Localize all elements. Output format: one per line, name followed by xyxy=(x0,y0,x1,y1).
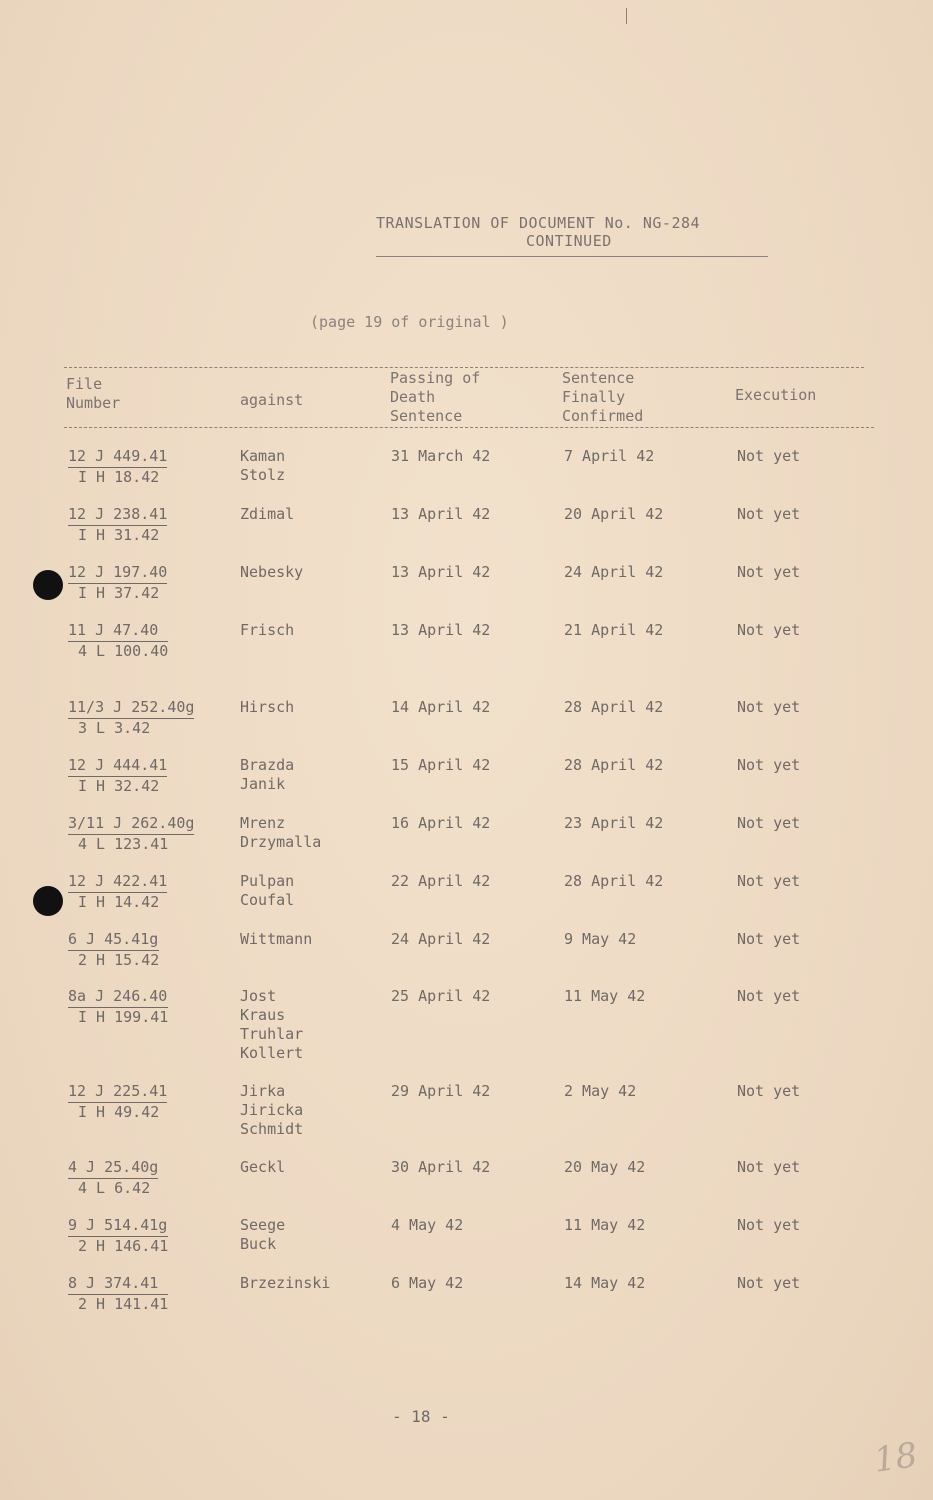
against-names xyxy=(240,1274,330,1293)
against-names xyxy=(240,756,294,794)
against-names xyxy=(240,987,303,1063)
header-file-number xyxy=(66,375,120,413)
defendant-name: Kraus xyxy=(240,1006,286,1024)
execution-status: Not yet xyxy=(737,1216,801,1234)
file-number xyxy=(68,1274,168,1314)
file-number-top: 12 J 225.41 xyxy=(68,1082,167,1103)
confirmed-date: 7 April 42 xyxy=(564,447,655,465)
execution-status: Not yet xyxy=(737,872,801,890)
defendant-name: Janik xyxy=(240,775,286,793)
defendant-name: Nebesky xyxy=(240,563,304,581)
header-file-line-1: File xyxy=(66,375,103,393)
execution-status: Not yet xyxy=(737,1274,801,1292)
file-number xyxy=(68,987,168,1027)
title-line-1: TRANSLATION OF DOCUMENT No. NG-284 xyxy=(376,214,701,232)
file-number xyxy=(68,814,194,854)
against-names xyxy=(240,505,294,524)
file-number xyxy=(68,621,168,661)
header-conf-line-2: Finally xyxy=(562,388,626,406)
confirmed-date: 9 May 42 xyxy=(564,930,637,948)
file-number-bottom: I H 199.41 xyxy=(78,1008,169,1026)
pencil-page-note: 18 xyxy=(871,1435,920,1481)
file-number-bottom: 2 H 15.42 xyxy=(78,951,160,969)
execution-status: Not yet xyxy=(737,814,801,832)
file-number-top: 6 J 45.41g xyxy=(68,930,159,951)
defendant-name: Wittmann xyxy=(240,930,313,948)
pencil-mark xyxy=(626,8,627,24)
file-number xyxy=(68,1082,167,1122)
defendant-name: Pulpan xyxy=(240,872,295,890)
confirmed-date: 21 April 42 xyxy=(564,621,664,639)
execution-status: Not yet xyxy=(737,1158,801,1176)
title-underline xyxy=(376,256,768,257)
confirmed-date: 28 April 42 xyxy=(564,698,664,716)
file-number-bottom: 2 H 141.41 xyxy=(78,1295,169,1313)
defendant-name: Stolz xyxy=(240,466,286,484)
death-sentence-date: 30 April 42 xyxy=(391,1158,491,1176)
file-number-bottom: I H 32.42 xyxy=(78,777,160,795)
file-number-top: 8 J 374.41 xyxy=(68,1274,168,1295)
file-number-bottom: 3 L 3.42 xyxy=(78,719,151,737)
confirmed-date: 11 May 42 xyxy=(564,1216,646,1234)
file-number-top: 11 J 47.40 xyxy=(68,621,168,642)
header-finally-confirmed xyxy=(562,369,643,426)
file-number-bottom: I H 37.42 xyxy=(78,584,160,602)
execution-status: Not yet xyxy=(737,930,801,948)
file-number-top: 12 J 422.41 xyxy=(68,872,167,893)
execution-status: Not yet xyxy=(737,505,801,523)
against-names xyxy=(240,1158,285,1177)
death-sentence-date: 13 April 42 xyxy=(391,563,491,581)
death-sentence-date: 15 April 42 xyxy=(391,756,491,774)
confirmed-date: 14 May 42 xyxy=(564,1274,646,1292)
confirmed-date: 2 May 42 xyxy=(564,1082,637,1100)
death-sentence-date: 13 April 42 xyxy=(391,621,491,639)
header-rule-bottom xyxy=(64,427,874,428)
file-number-top: 4 J 25.40g xyxy=(68,1158,158,1179)
death-sentence-date: 29 April 42 xyxy=(391,1082,491,1100)
punch-hole xyxy=(33,886,63,916)
death-sentence-date: 16 April 42 xyxy=(391,814,491,832)
header-death-line-1: Passing of xyxy=(390,369,481,387)
file-number xyxy=(68,930,159,970)
confirmed-date: 23 April 42 xyxy=(564,814,664,832)
file-number xyxy=(68,872,167,912)
file-number-bottom: 4 L 6.42 xyxy=(78,1179,151,1197)
death-sentence-date: 25 April 42 xyxy=(391,987,491,1005)
death-sentence-date: 13 April 42 xyxy=(391,505,491,523)
defendant-name: Drzymalla xyxy=(240,833,322,851)
file-number-top: 12 J 449.41 xyxy=(68,447,167,468)
defendant-name: Brzezinski xyxy=(240,1274,331,1292)
against-names xyxy=(240,447,285,485)
file-number xyxy=(68,756,167,796)
defendant-name: Mrenz xyxy=(240,814,286,832)
execution-status: Not yet xyxy=(737,447,801,465)
header-execution: Execution xyxy=(735,386,817,404)
file-number xyxy=(68,505,167,545)
header-death-line-2: Death xyxy=(390,388,436,406)
file-number xyxy=(68,447,167,487)
file-number-bottom: 2 H 146.41 xyxy=(78,1237,169,1255)
file-number-top: 12 J 238.41 xyxy=(68,505,167,526)
document-title xyxy=(376,214,700,250)
defendant-name: Jirka xyxy=(240,1082,286,1100)
against-names xyxy=(240,563,303,582)
file-number xyxy=(68,1158,158,1198)
header-rule-top xyxy=(64,367,864,368)
confirmed-date: 28 April 42 xyxy=(564,756,664,774)
file-number-bottom: I H 18.42 xyxy=(78,468,160,486)
death-sentence-date: 31 March 42 xyxy=(391,447,491,465)
against-names xyxy=(240,814,321,852)
confirmed-date: 24 April 42 xyxy=(564,563,664,581)
page-number: - 18 - xyxy=(392,1407,450,1426)
header-death-line-3: Sentence xyxy=(390,407,463,425)
defendant-name: Brazda xyxy=(240,756,295,774)
file-number-top: 9 J 514.41g xyxy=(68,1216,168,1237)
punch-hole xyxy=(33,570,63,600)
defendant-name: Geckl xyxy=(240,1158,286,1176)
against-names xyxy=(240,698,294,717)
confirmed-date: 20 May 42 xyxy=(564,1158,646,1176)
against-names xyxy=(240,621,294,640)
defendant-name: Buck xyxy=(240,1235,277,1253)
defendant-name: Zdimal xyxy=(240,505,295,523)
defendant-name: Jost xyxy=(240,987,277,1005)
defendant-name: Kollert xyxy=(240,1044,304,1062)
execution-status: Not yet xyxy=(737,756,801,774)
defendant-name: Frisch xyxy=(240,621,295,639)
defendant-name: Hirsch xyxy=(240,698,295,716)
against-names xyxy=(240,1216,285,1254)
defendant-name: Kaman xyxy=(240,447,286,465)
file-number-bottom: 4 L 100.40 xyxy=(78,642,169,660)
defendant-name: Schmidt xyxy=(240,1120,304,1138)
confirmed-date: 28 April 42 xyxy=(564,872,664,890)
page-reference: (page 19 of original ) xyxy=(310,313,509,331)
file-number-top: 11/3 J 252.40g xyxy=(68,698,194,719)
file-number-bottom: I H 14.42 xyxy=(78,893,160,911)
defendant-name: Seege xyxy=(240,1216,286,1234)
file-number-top: 3/11 J 262.40g xyxy=(68,814,194,835)
death-sentence-date: 6 May 42 xyxy=(391,1274,464,1292)
defendant-name: Coufal xyxy=(240,891,295,909)
execution-status: Not yet xyxy=(737,563,801,581)
file-number-bottom: 4 L 123.41 xyxy=(78,835,169,853)
file-number xyxy=(68,563,167,603)
defendant-name: Jiricka xyxy=(240,1101,304,1119)
header-file-line-2: Number xyxy=(66,394,121,412)
file-number xyxy=(68,1216,168,1256)
file-number-top: 8a J 246.40 xyxy=(68,987,168,1008)
death-sentence-date: 22 April 42 xyxy=(391,872,491,890)
confirmed-date: 11 May 42 xyxy=(564,987,646,1005)
header-conf-line-1: Sentence xyxy=(562,369,635,387)
header-death-sentence xyxy=(390,369,480,426)
against-names xyxy=(240,872,294,910)
file-number-top: 12 J 444.41 xyxy=(68,756,167,777)
against-names xyxy=(240,1082,303,1139)
file-number-top: 12 J 197.40 xyxy=(68,563,167,584)
death-sentence-date: 24 April 42 xyxy=(391,930,491,948)
title-line-2: CONTINUED xyxy=(526,232,612,250)
execution-status: Not yet xyxy=(737,621,801,639)
death-sentence-date: 4 May 42 xyxy=(391,1216,464,1234)
against-names xyxy=(240,930,312,949)
header-conf-line-3: Confirmed xyxy=(562,407,644,425)
execution-status: Not yet xyxy=(737,1082,801,1100)
file-number xyxy=(68,698,194,738)
execution-status: Not yet xyxy=(737,987,801,1005)
execution-status: Not yet xyxy=(737,698,801,716)
death-sentence-date: 14 April 42 xyxy=(391,698,491,716)
defendant-name: Truhlar xyxy=(240,1025,304,1043)
file-number-bottom: I H 49.42 xyxy=(78,1103,160,1121)
confirmed-date: 20 April 42 xyxy=(564,505,664,523)
header-against: against xyxy=(240,391,304,409)
file-number-bottom: I H 31.42 xyxy=(78,526,160,544)
